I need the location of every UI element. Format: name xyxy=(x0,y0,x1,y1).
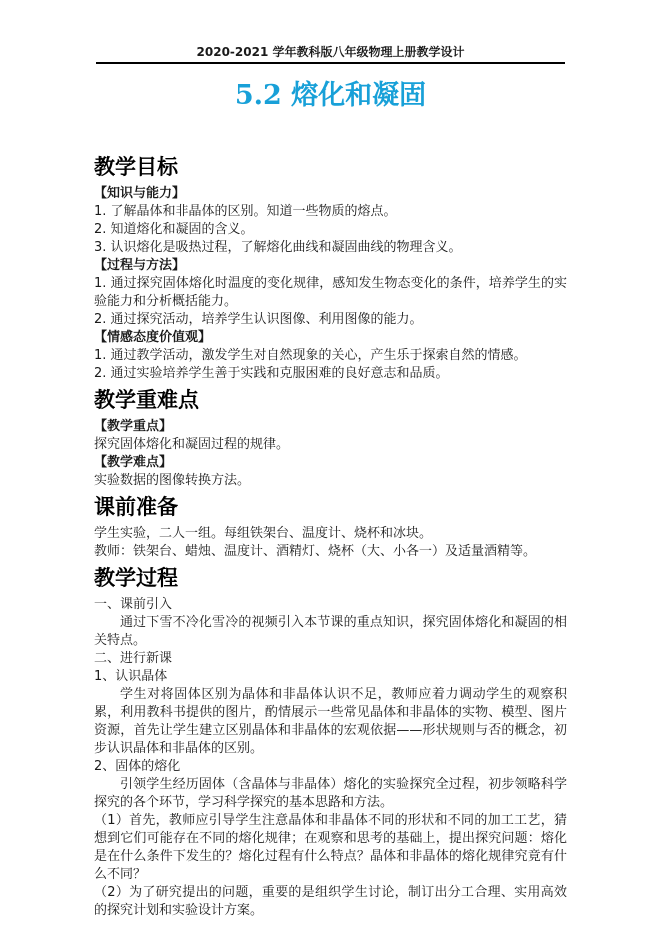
document-body xyxy=(94,154,567,920)
subhead-line: 【过程与方法】 xyxy=(94,258,186,273)
body-line: 2. 知道熔化和凝固的含义。 xyxy=(94,222,254,237)
body-line: 1. 了解晶体和非晶体的区别。知道一些物质的熔点。 xyxy=(94,204,397,219)
body-line: 探究固体熔化和凝固过程的规律。 xyxy=(94,437,290,452)
section-heading: 教学重难点 xyxy=(94,388,199,412)
body-paragraph: 通过下雪不冷化雪冷的视频引入本节课的重点知识，探究固体熔化和凝固的相关特点。 xyxy=(94,615,567,648)
subhead-line: 【教学难点】 xyxy=(94,455,173,470)
header-divider xyxy=(96,62,565,64)
body-line: 2、固体的熔化 xyxy=(94,759,181,774)
body-line: 2. 通过探究活动，培养学生认识图像、利用图像的能力。 xyxy=(94,312,423,327)
page-title: 5.2 熔化和凝固 xyxy=(234,80,427,111)
subhead-line: 【情感态度价值观】 xyxy=(94,330,212,345)
body-line: 学生实验，二人一组。每组铁架台、温度计、烧杯和冰块。 xyxy=(94,526,433,541)
section-heading: 课前准备 xyxy=(94,495,178,519)
body-line: 1、认识晶体 xyxy=(94,669,168,684)
body-line: 一、课前引入 xyxy=(94,597,173,612)
section-preparation xyxy=(94,494,567,561)
section-key-points xyxy=(94,387,567,490)
body-line: 教师：铁架台、蜡烛、温度计、酒精灯、烧杯（大、小各一）及适量酒精等。 xyxy=(94,544,537,559)
section-heading: 教学过程 xyxy=(94,566,178,590)
body-paragraph: （2）为了研究提出的问题，重要的是组织学生讨论，制订出分工合理、实用高效的探究计划和实验设计方案。 xyxy=(94,885,567,918)
subhead-line: 【知识与能力】 xyxy=(94,186,186,201)
section-process xyxy=(94,565,567,920)
body-paragraph: 学生对将固体区别为晶体和非晶体认识不足，教师应着力调动学生的观察积累，利用教科书提供的图片，酌情展示一些常见晶体和非晶体的实物、模型、图片资源，首先让学生建立区别晶体和非晶体的宏观依据——形状规则与否的概念，初步认识晶体和非晶体的区别。 xyxy=(94,687,567,756)
body-line: 1. 通过教学活动，激发学生对自然现象的关心，产生乐于探索自然的情感。 xyxy=(94,348,527,363)
body-line: 2. 通过实验培养学生善于实践和克服困难的良好意志和品质。 xyxy=(94,366,449,381)
body-paragraph: 引领学生经历固体（含晶体与非晶体）熔化的实验探究全过程，初步领略科学探究的各个环节，学习科学探究的基本思路和方法。 xyxy=(94,777,567,810)
body-line: 实验数据的图像转换方法。 xyxy=(94,473,251,488)
body-line: 1. 通过探究固体熔化时温度的变化规律，感知发生物态变化的条件，培养学生的实验能力和分析概括能力。 xyxy=(94,276,567,309)
body-line: 二、进行新课 xyxy=(94,651,173,666)
page-header-text: 2020-2021 学年教科版八年级物理上册教学设计 xyxy=(196,45,465,59)
section-heading: 教学目标 xyxy=(94,155,178,179)
section-objectives xyxy=(94,154,567,383)
body-paragraph: （1）首先，教师应引导学生注意晶体和非晶体不同的形状和不同的加工工艺，猜想到它们可能存在不同的熔化规律；在观察和思考的基础上，提出探究问题：熔化是在什么条件下发生的？熔化过程有什么特点？晶体和非晶体的熔化规律究竟有什么不同？ xyxy=(94,813,567,882)
body-line: 3. 认识熔化是吸热过程，了解熔化曲线和凝固曲线的物理含义。 xyxy=(94,240,462,255)
subhead-line: 【教学重点】 xyxy=(94,419,173,434)
